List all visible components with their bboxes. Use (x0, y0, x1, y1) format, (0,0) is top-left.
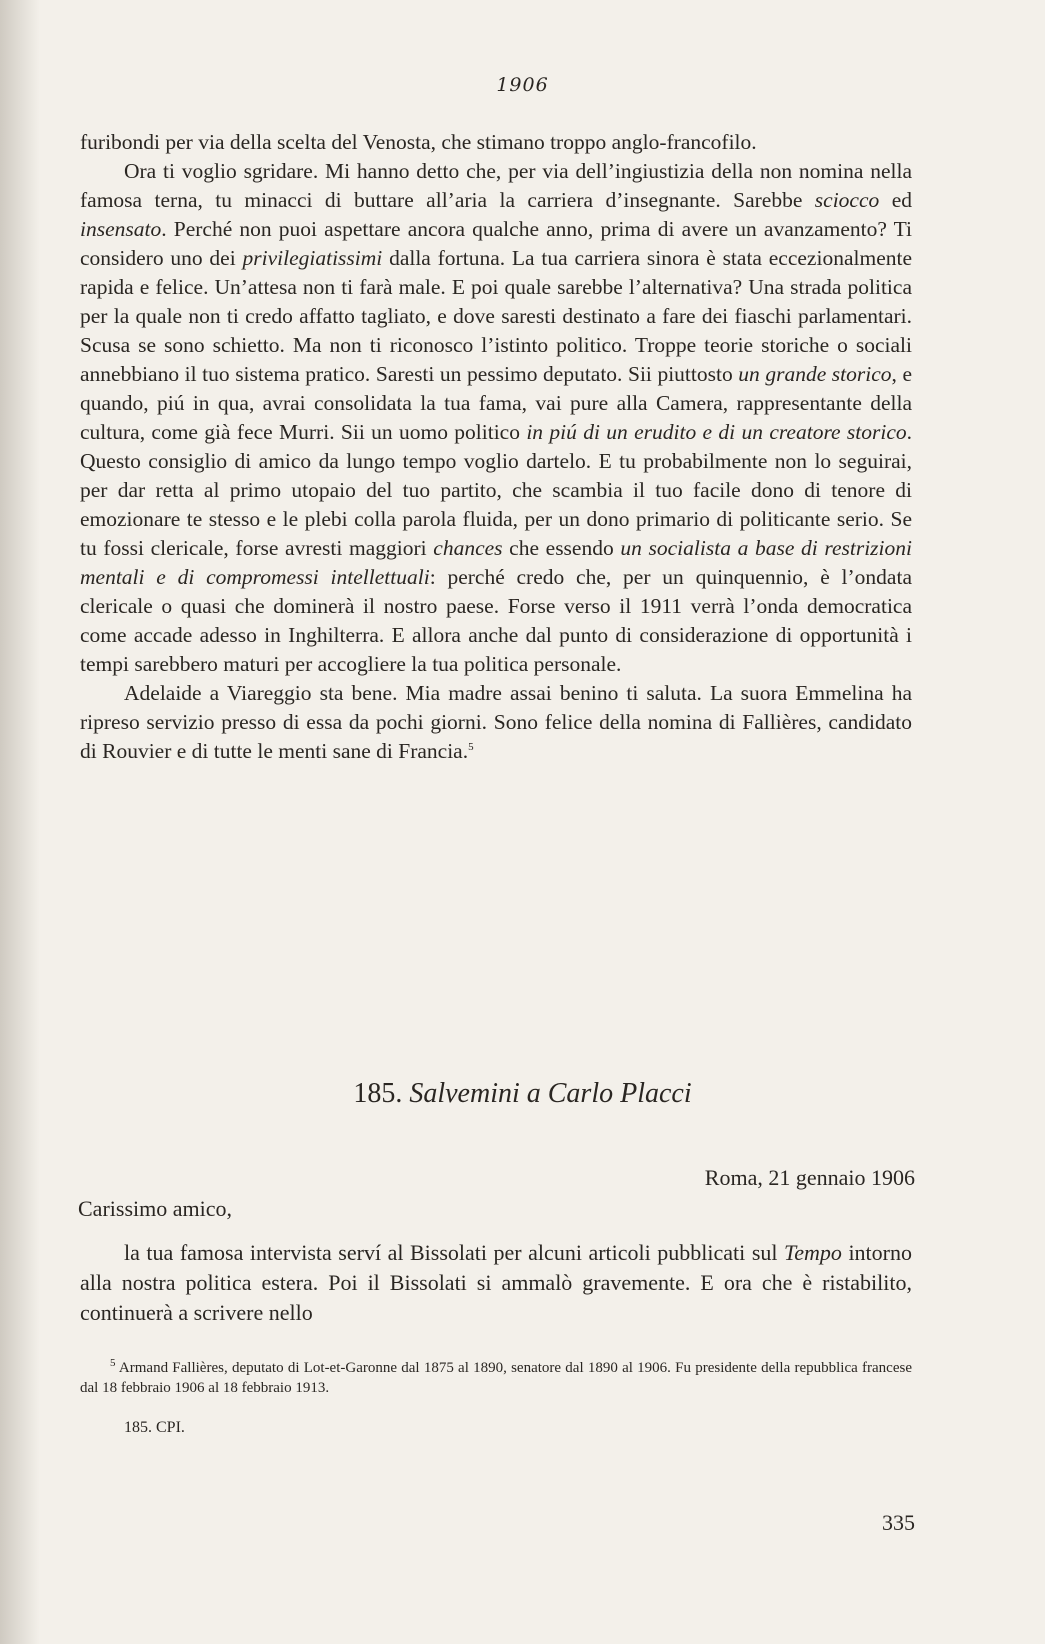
letter-dateline: Roma, 21 gennaio 1906 (704, 1165, 915, 1190)
italic-text: in piú di un erudito e di un creatore storico (526, 420, 907, 444)
text-run: . Questo consiglio di amico da lungo tempo voglio dartelo. E tu probabilmente non lo seguirai, per dar retta al primo utopaio del tuo partito, che scambia il tuo facile dono di tenore di emozionare te stesso e le plebi colla parola fluida, per un dono primario di politicante serio. Se tu fossi clericale, forse avresti maggiori (80, 420, 912, 560)
source-note: 185. CPI. (124, 1419, 185, 1436)
footnote-number: 5 (110, 1357, 116, 1369)
running-head: 1906 (496, 74, 549, 96)
paragraph (80, 157, 912, 679)
text-run: ed (879, 188, 912, 212)
italic-text: un socialista a base di restrizioni mentali e di compromessi intellettuali (80, 536, 912, 589)
letter-salutation: Carissimo amico, (78, 1196, 232, 1221)
text-run: Ora ti voglio sgridare. Mi hanno detto che, per via dell’ingiustizia della non nomina nella famosa terna, tu minacci di buttare all’aria la carriera d’insegnante. Sarebbe (80, 159, 912, 212)
body-text (80, 128, 912, 766)
italic-text: privilegiatissimi (242, 246, 383, 270)
italic-text: sciocco (814, 188, 880, 212)
text-run: . Perché non puoi aspettare ancora qualche anno, prima di avere un avanzamento? Ti considero uno dei (80, 217, 912, 270)
footnote-text: Armand Fallières, deputato di Lot-et-Garonne dal 1875 al 1890, senatore dal 1890 al 1906. Fu presidente della repubblica francese dal 18 febbraio 1906 al 18 febbraio 1913. (80, 1360, 912, 1396)
italic-text: Tempo (784, 1240, 842, 1265)
letter-body-paragraph (80, 1238, 912, 1328)
letter-heading (0, 1078, 1045, 1110)
letter-title: Salvemini a Carlo Placci (409, 1078, 692, 1109)
letter-body (80, 1238, 912, 1328)
text-run: che essendo (502, 536, 621, 560)
text-run: furibondi per via della scelta del Venosta, che stimano troppo anglo-francofilo. (80, 130, 757, 154)
italic-text: un grande storico (738, 362, 892, 386)
italic-text: chances (433, 536, 503, 560)
footnotes (80, 1358, 912, 1458)
text-run: intorno alla nostra politica estera. Poi il Bissolati si ammalò gravemente. E ora che è ristabilito, continuerà a scrivere nello (80, 1240, 912, 1325)
page-edge-shadow (0, 0, 40, 1644)
page-number: 335 (882, 1510, 915, 1535)
footnote-ref: 5 (468, 740, 474, 753)
italic-text: insensato (80, 217, 162, 241)
paragraph (80, 128, 912, 157)
text-run: : perché credo che, per un quinquennio, è l’ondata clericale o quasi che dominerà il nostro paese. Forse verso il 1911 verrà l’onda democratica come accade adesso in Inghilterra. E allora anche dal punto di considerazione di opportunità i tempi sarebbero maturi per accogliere la tua politica personale. (80, 565, 912, 676)
text-run: la tua famosa intervista serví al Bissolati per alcuni articoli pubblicati sul (124, 1240, 785, 1265)
text-run: Adelaide a Viareggio sta bene. Mia madre assai benino ti saluta. La suora Emmelina ha ripreso servizio presso di essa da pochi giorni. Sono felice della nomina di Fallières, candidato di Rouvier e di tutte le menti sane di Francia. (80, 681, 912, 763)
letter-number: 185. (353, 1078, 403, 1109)
text-run: , e quando, piú in qua, avrai consolidata la tua fama, vai pure alla Camera, rappresentante della cultura, come già fece Murri. Sii un uomo politico (80, 362, 912, 444)
footnote (80, 1358, 912, 1398)
text-run: dalla fortuna. La tua carriera sinora è stata eccezionalmente rapida e felice. Un’attesa non ti farà male. E poi quale sarebbe l’alternativa? Una strada politica per la quale non ti credo affatto tagliato, e dove saresti destinato a fare dei fiaschi parlamentari. Scusa se sono schietto. Ma non ti riconosco l’istinto politico. Troppe teorie storiche o sociali annebbiano il tuo sistema pratico. Saresti un pessimo deputato. Sii piuttosto (80, 246, 913, 386)
paragraph (80, 679, 912, 766)
